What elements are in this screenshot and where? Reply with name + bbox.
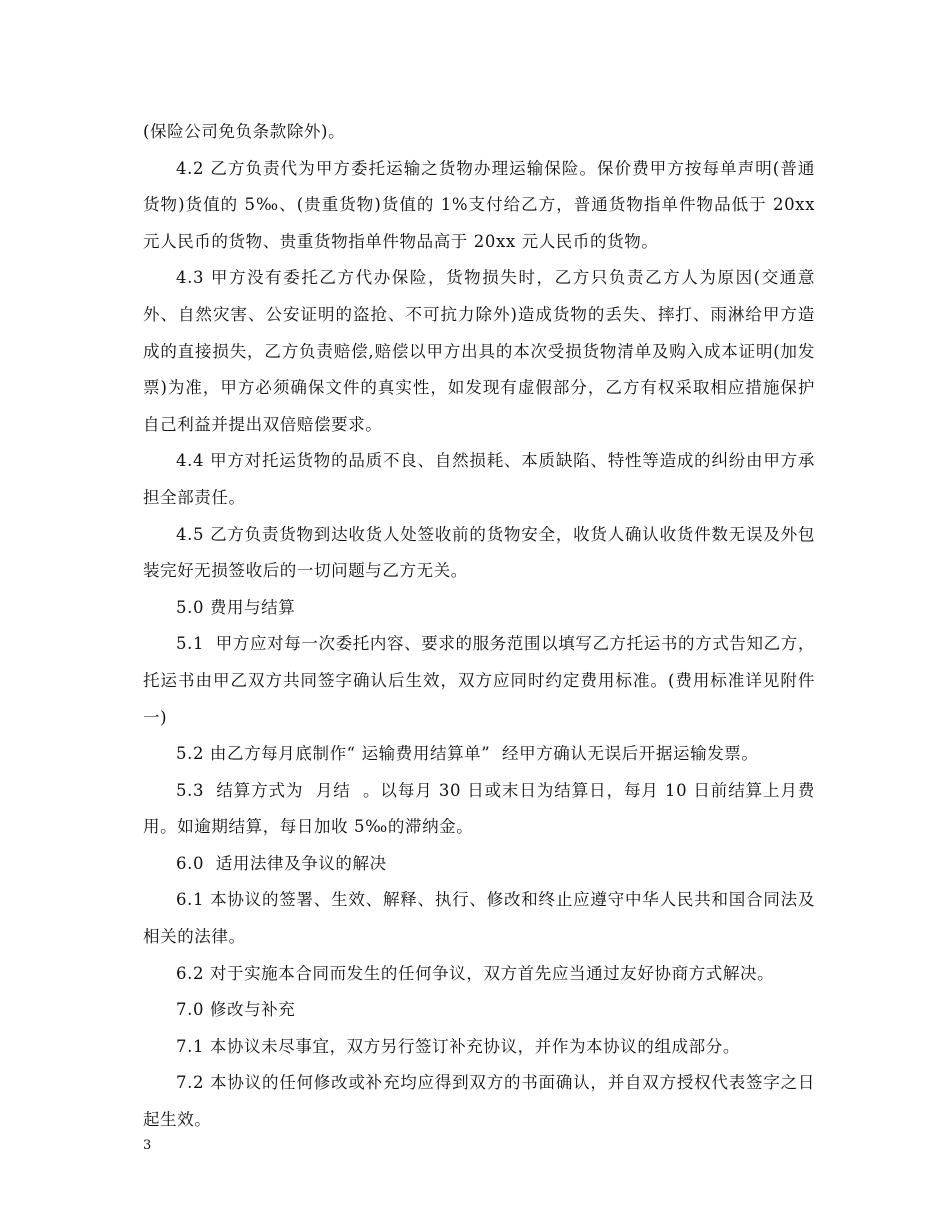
page-number: 3 <box>143 1138 152 1153</box>
section-heading-5-0: 5.0 费用与结算 <box>176 597 296 617</box>
paragraph-5-1: 5.1 甲方应对每一次委托内容、要求的服务范围以填写乙方托运书的方式告知乙方，托运书由甲乙双方共同签字确认后生效，双方应同时约定费用标准。(费用标准详见附件一) <box>143 634 815 727</box>
paragraph-7-2: 7.2 本协议的任何修改或补充均应得到双方的书面确认，并自双方授权代表签字之日起生效。 <box>143 1073 815 1130</box>
section-heading-7-0: 7.0 修改与补充 <box>176 1000 296 1020</box>
section-heading-6-0: 6.0 适用法律及争议的解决 <box>176 853 387 873</box>
document-body <box>143 114 821 1139</box>
paragraph-4-2: 4.2 乙方负责代为甲方委托运输之货物办理运输保险。保价费甲方按每单声明(普通货物)货值的 5‰、(贵重货物)货值的 1%支付给乙方，普通货物指单件物品低于 20xx 元人民币的货物、贵重货物指单件物品高于 20xx 元人民币的货物。 <box>143 158 821 251</box>
paragraph-4-4: 4.4 甲方对托运货物的品质不良、自然损耗、本质缺陷、特性等造成的纠纷由甲方承担全部责任。 <box>143 451 815 507</box>
paragraph-4-3: 4.3 甲方没有委托乙方代办保险，货物损失时，乙方只负责乙方人为原因(交通意外、自然灾害、公安证明的盗抢、不可抗力除外)造成货物的丢失、摔打、雨淋给甲方造成的直接损失，乙方负责赔偿,赔偿以甲方出具的本次受损货物清单及购入成本证明(加发票)为准，甲方必须确保文件的真实性，如发现有虚假部分，乙方有权采取相应措施保护自己利益并提出双倍赔偿要求。 <box>143 268 815 434</box>
paragraph-7-1: 7.1 本协议未尽事宜，双方另行签订补充协议，并作为本协议的组成部分。 <box>176 1036 740 1056</box>
paragraph-4-5: 4.5 乙方负责货物到达收货人处签收前的货物安全，收货人确认收货件数无误及外包装完好无损签收后的一切问题与乙方无关。 <box>143 524 815 581</box>
paragraph-5-3: 5.3 结算方式为 月结 。以每月 30 日或末日为结算日，每月 10 日前结算上月费用。如逾期结算，每日加收 5‰的滞纳金。 <box>143 780 815 837</box>
paragraph-continuation: (保险公司免负条款除外)。 <box>143 122 346 141</box>
paragraph-6-1: 6.1 本协议的签署、生效、解释、执行、修改和终止应遵守中华人民共和国合同法及相关的法律。 <box>143 890 815 947</box>
paragraph-5-2: 5.2 由乙方每月底制作“ 运输费用结算单” 经甲方确认无误后开据运输发票。 <box>176 744 759 764</box>
paragraph-6-2: 6.2 对于实施本合同而发生的任何争议，双方首先应当通过友好协商方式解决。 <box>176 963 775 983</box>
